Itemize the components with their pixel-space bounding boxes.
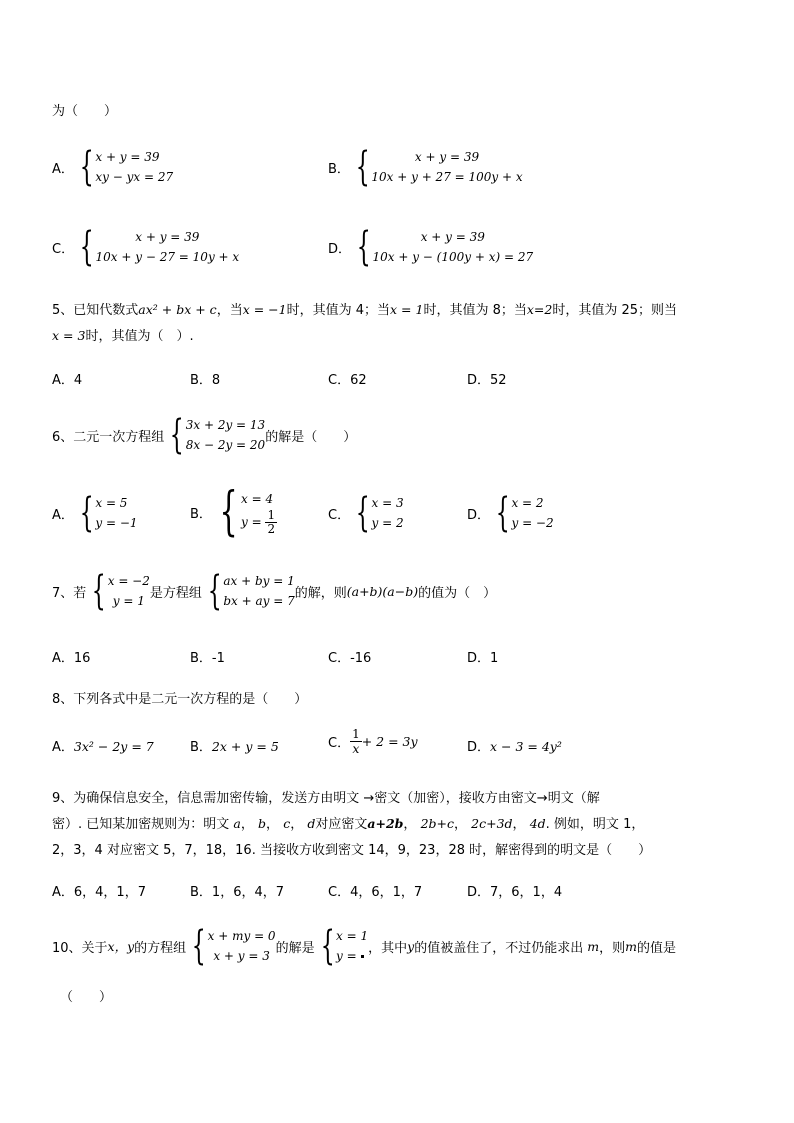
q9-line2 xyxy=(52,813,644,832)
left-brace: { xyxy=(355,144,370,190)
left-brace: { xyxy=(79,144,94,190)
q5-text: 时，其值为 4；当 xyxy=(286,303,391,318)
equation: 8x − 2y = 20 xyxy=(185,438,266,452)
q7-expression: (a+b)(a−b) xyxy=(346,583,419,599)
fraction xyxy=(265,509,277,536)
plaintext-var: c xyxy=(283,816,291,831)
q4-stem-tail: 为（ ） xyxy=(52,104,118,119)
q8-stem: 8、下列各式中是二元一次方程的是（ ） xyxy=(52,692,308,707)
q7-text: 的解，则 xyxy=(294,585,347,601)
solution-line: x = 2 xyxy=(511,496,544,510)
option-label: A． xyxy=(52,507,74,523)
solution-line: x = −2 xyxy=(107,574,150,588)
q5-option-c[interactable]: C．62 xyxy=(328,373,367,388)
option-label: C． xyxy=(52,241,75,257)
q10-text: 10、关于 xyxy=(52,940,108,956)
q5-condition: x = −1 xyxy=(242,302,287,317)
ciphertext-expr: 2c+3d xyxy=(471,816,513,831)
solution-line: y = 2 xyxy=(371,516,404,530)
equation: x + my = 0 xyxy=(207,929,276,943)
q5-text: 5、已知代数式 xyxy=(52,303,139,318)
option-label: D． xyxy=(328,241,352,257)
solution-line: x = 5 xyxy=(95,496,128,510)
q9-text: 密）. 已知某加密规则为：明文 xyxy=(52,817,230,832)
solution-line: y = 1 xyxy=(112,594,145,608)
separator: ， xyxy=(266,817,280,832)
q10-text: ，其中 xyxy=(368,940,408,956)
q8-option-c[interactable] xyxy=(328,728,418,755)
plaintext-var: b xyxy=(258,816,267,831)
equation: 10x + y − (100y + x) = 27 xyxy=(372,250,534,264)
q4-option-d[interactable] xyxy=(328,224,534,270)
q5-stem-line2 xyxy=(52,325,194,344)
q6-option-c[interactable] xyxy=(328,490,404,536)
equation: 3x² − 2y = 7 xyxy=(73,739,154,754)
q5-option-d[interactable]: D．52 xyxy=(467,373,507,388)
plaintext-var: a xyxy=(233,816,241,831)
plaintext-var: d xyxy=(307,816,316,831)
q5-condition: x=2 xyxy=(526,302,553,317)
q5-text: 时，其值为（ ）. xyxy=(85,329,194,344)
q9-text: 对应密文 xyxy=(315,817,368,832)
solution-line xyxy=(336,946,363,966)
q9-option-c[interactable]: C．4，6，1，7 xyxy=(328,885,423,900)
option-label: B． xyxy=(328,161,350,177)
q7-stem xyxy=(52,568,497,614)
equation: x − 3 = 4y² xyxy=(490,739,562,754)
solution-line: x = 1 xyxy=(336,929,369,943)
left-brace: { xyxy=(79,490,94,536)
q5-option-a[interactable]: A．4 xyxy=(52,373,83,388)
q10-text: 的方程组 xyxy=(134,940,187,956)
q10-text: ，则 xyxy=(599,940,626,956)
q4-option-c[interactable] xyxy=(52,224,240,270)
ciphertext-expr: 4d xyxy=(529,816,546,831)
q6-text: 的解是（ ） xyxy=(265,429,357,445)
separator: ， xyxy=(403,817,417,832)
left-brace: { xyxy=(219,482,238,542)
q8-option-b[interactable] xyxy=(190,736,279,755)
q6-option-a[interactable] xyxy=(52,490,138,536)
left-brace: { xyxy=(495,490,510,536)
q7-option-c[interactable]: C．-16 xyxy=(328,651,372,666)
q10-text: 的解是 xyxy=(275,940,315,956)
option-label: A． xyxy=(52,740,74,755)
q6-stem xyxy=(52,412,357,458)
separator: ， xyxy=(454,817,468,832)
left-brace: { xyxy=(355,490,370,536)
left-brace: { xyxy=(170,412,185,458)
solution-line: x = 3 xyxy=(371,496,404,510)
q9-text: . 例如，明文 1， xyxy=(545,817,645,832)
equation: 3x + 2y = 13 xyxy=(185,418,266,432)
q7-option-d[interactable]: D．1 xyxy=(467,651,499,666)
q7-option-b[interactable]: B．-1 xyxy=(190,651,225,666)
ciphertext-expr: 2b+c xyxy=(420,816,454,831)
solution-line: y = −2 xyxy=(511,516,554,530)
q7-option-a[interactable]: A．16 xyxy=(52,651,91,666)
option-label: A． xyxy=(52,161,74,177)
separator: ， xyxy=(290,817,304,832)
variable: y xyxy=(407,938,415,954)
q7-text: 7、若 xyxy=(52,585,87,601)
q5-text: 时，其值为 8；当 xyxy=(423,303,527,318)
q10-stem xyxy=(52,923,676,969)
equation: 10x + y + 27 = 100y + x xyxy=(371,170,523,184)
fraction xyxy=(350,728,362,755)
equation: x + y = 39 xyxy=(135,230,200,244)
q5-condition: x = 3 xyxy=(52,328,86,343)
variable: m xyxy=(625,938,637,954)
numerator: 1 xyxy=(352,727,360,741)
solution-line: y = −1 xyxy=(95,516,138,530)
option-label: D． xyxy=(467,740,491,755)
q6-option-d[interactable] xyxy=(467,490,554,536)
solution-lhs: y = xyxy=(241,514,266,529)
denominator: x xyxy=(352,741,360,756)
equation: bx + ay = 7 xyxy=(223,594,295,608)
equation: x + y = 39 xyxy=(414,150,480,164)
solution-line xyxy=(241,509,277,536)
q6-text: 6、二元一次方程组 xyxy=(52,429,165,445)
q9-option-d[interactable]: D．7，6，1，4 xyxy=(467,885,563,900)
left-brace: { xyxy=(356,224,371,270)
option-label: C． xyxy=(328,736,351,751)
denominator: 2 xyxy=(267,521,276,536)
q6-option-b[interactable] xyxy=(190,482,277,542)
q5-text: 时，其值为 25；则当 xyxy=(552,303,678,318)
equation: xy − yx = 27 xyxy=(95,170,174,184)
equation: 2x + y = 5 xyxy=(211,739,279,754)
numerator: 1 xyxy=(267,507,276,522)
variable: m xyxy=(587,938,600,954)
left-brace: { xyxy=(191,923,206,969)
equation: 10x + y − 27 = 10y + x xyxy=(95,250,240,264)
q5-text: ，当 xyxy=(216,303,243,318)
equation-rest: + 2 = 3y xyxy=(361,734,418,749)
q9-option-b[interactable]: B．1，6，4，7 xyxy=(190,885,285,900)
q10-text: 的值被盖住了，不过仍能求出 xyxy=(414,940,584,956)
equation: x + y = 39 xyxy=(95,150,160,164)
equation: ax + by = 1 xyxy=(223,574,295,588)
left-brace: { xyxy=(207,568,222,614)
covered-value-dot xyxy=(361,955,364,958)
left-brace: { xyxy=(92,568,107,614)
q8-option-a[interactable] xyxy=(52,736,154,755)
q7-text: 是方程组 xyxy=(149,585,202,601)
q5-option-b[interactable]: B．8 xyxy=(190,373,221,388)
q9-line1: 9、为确保信息安全，信息需加密传输，发送方由明文 →密文（加密），接收方由密文→明文（解 xyxy=(52,791,600,806)
option-label: B． xyxy=(190,506,212,522)
q5-condition: x = 1 xyxy=(390,302,424,317)
q8-option-d[interactable] xyxy=(467,736,562,755)
q9-option-a[interactable]: A．6，4，1，7 xyxy=(52,885,146,900)
q7-text: 的值为（ ） xyxy=(418,585,497,601)
variables: x，y xyxy=(107,939,135,954)
q4-option-a[interactable] xyxy=(52,144,174,190)
q5-stem-line1 xyxy=(52,299,677,318)
equation: x + y = 39 xyxy=(420,230,485,244)
separator: ， xyxy=(512,817,526,832)
q10-answer-blank: （ ） xyxy=(60,990,113,1005)
solution-lhs: y = xyxy=(336,949,361,963)
q4-option-b[interactable] xyxy=(328,144,523,190)
q5-expression: ax² + bx + c xyxy=(138,302,217,317)
equation: x + y = 3 xyxy=(213,949,270,963)
option-label: B． xyxy=(190,740,212,755)
ciphertext-expr: a+2b xyxy=(367,816,404,831)
separator: ， xyxy=(240,817,254,832)
option-label: C． xyxy=(328,507,351,523)
solution-line: x = 4 xyxy=(241,491,274,506)
left-brace: { xyxy=(79,224,94,270)
q9-line3: 2，3，4 对应密文 5，7，18，16. 当接收方收到密文 14，9，23，28 时，解密得到的明文是（ ） xyxy=(52,843,652,858)
option-label: D． xyxy=(467,507,491,523)
q10-text: 的值是 xyxy=(636,940,676,956)
left-brace: { xyxy=(320,923,335,969)
